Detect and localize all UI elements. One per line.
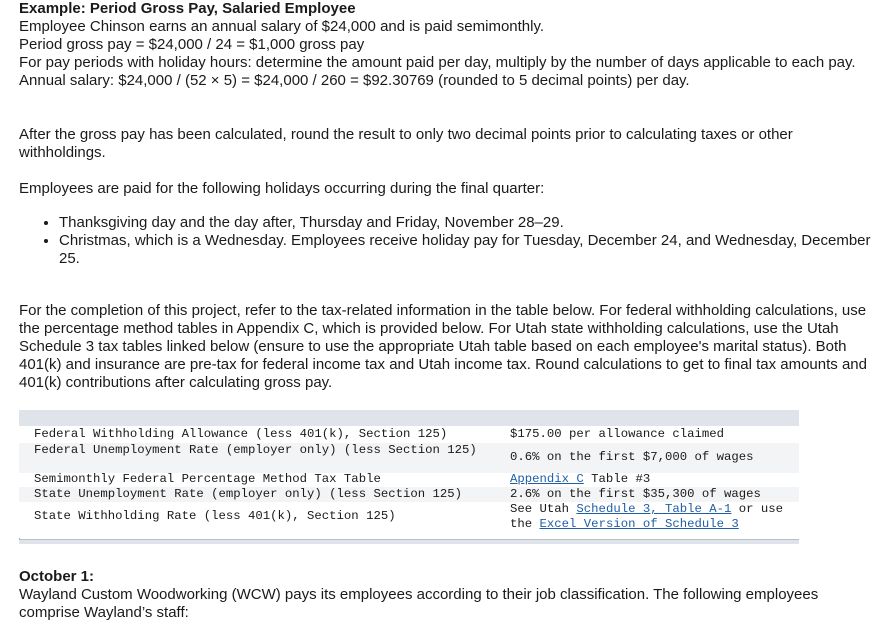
table-cell-label: Federal Unemployment Rate (employer only) (less Section 125) — [34, 443, 477, 457]
table-row — [19, 502, 799, 532]
table-cell-value: $175.00 per allowance claimed — [510, 427, 725, 441]
table-row — [19, 472, 799, 487]
table-row — [19, 487, 799, 502]
october-heading: October 1: — [19, 568, 95, 585]
october-text: Wayland Custom Woodworking (WCW) pays its employees according to their job classification. The following employees comprise Wayland’s staff: — [19, 586, 819, 621]
holidays-section — [19, 180, 874, 268]
table-row — [19, 443, 799, 473]
example-title: Example: Period Gross Pay, Salaried Employee — [19, 0, 356, 17]
example-line-salary: Employee Chinson earns an annual salary of $24,000 and is paid semimonthly. — [19, 18, 545, 35]
table-cell-value: 0.6% on the first $7,000 of wages — [510, 450, 754, 464]
tax-info-table — [19, 410, 799, 544]
holiday-item-christmas: • Christmas, which is a Wednesday. Employees receive holiday pay for Tuesday, December 24, and Wednesday, December 25. — [59, 232, 874, 268]
project-note: For the completion of this project, refer to the tax-related information in the table below. For federal withholding calculations, use the percentage method tables in Appendix C, which is provided below. For Utah state withholding calculations, use the Utah Schedule 3 tax tables linked below (ensure to use the appropriate Utah table based on each employee's marital status). Both 401(k) and insurance are pre-tax for federal income tax and Utah income tax. Round calculations to get to final tax amounts and 401(k) contributions after calculating gross pay. — [19, 302, 867, 391]
table-cell-label: State Withholding Rate (less 401(k), Section 125) — [34, 509, 396, 523]
october-section — [19, 568, 874, 622]
rounding-note: After the gross pay has been calculated, round the result to only two decimal points prior to calculating taxes or other withholdings. — [19, 126, 793, 161]
example-line-period-pay: Period gross pay = $24,000 / 24 = $1,000 gross pay — [19, 36, 365, 53]
rounding-note-section — [19, 126, 874, 162]
table-cell-label: State Unemployment Rate (employer only) (less Section 125) — [34, 487, 463, 501]
example-section — [19, 0, 874, 90]
table-header-bar — [19, 410, 799, 426]
holiday-item-thanksgiving: • Thanksgiving day and the day after, Thursday and Friday, November 28–29. — [59, 214, 874, 232]
table-cell-value — [510, 502, 800, 532]
table-number-text: Table #3 — [583, 472, 651, 486]
excel-schedule-3-link[interactable]: Excel Version of Schedule 3 — [539, 517, 739, 531]
table-row — [19, 427, 799, 443]
project-note-section — [19, 302, 874, 392]
or-use-text: or use the — [510, 502, 784, 531]
table-cell-label: Semimonthly Federal Percentage Method Tax Table — [34, 472, 381, 486]
example-line-holiday-hours: For pay periods with holiday hours: determine the amount paid per day, multiply by the number of days applicable to each pay. — [19, 54, 856, 71]
example-line-daily-rate: Annual salary: $24,000 / (52 × 5) = $24,000 / 260 = $92.30769 (rounded to 5 decimal points) per day. — [19, 72, 690, 89]
appendix-c-link[interactable]: Appendix C — [510, 472, 584, 486]
table-scrollbar[interactable] — [19, 539, 799, 544]
table-cell-label: Federal Withholding Allowance (less 401(k), Section 125) — [34, 427, 448, 441]
schedule-3-link[interactable]: Schedule 3, Table A-1 — [576, 502, 732, 516]
table-cell-value — [510, 472, 800, 487]
holidays-list — [19, 214, 874, 268]
holidays-intro: Employees are paid for the following holidays occurring during the final quarter: — [19, 180, 545, 197]
see-utah-text: See Utah — [510, 502, 577, 516]
table-cell-value: 2.6% on the first $35,300 of wages — [510, 487, 761, 501]
